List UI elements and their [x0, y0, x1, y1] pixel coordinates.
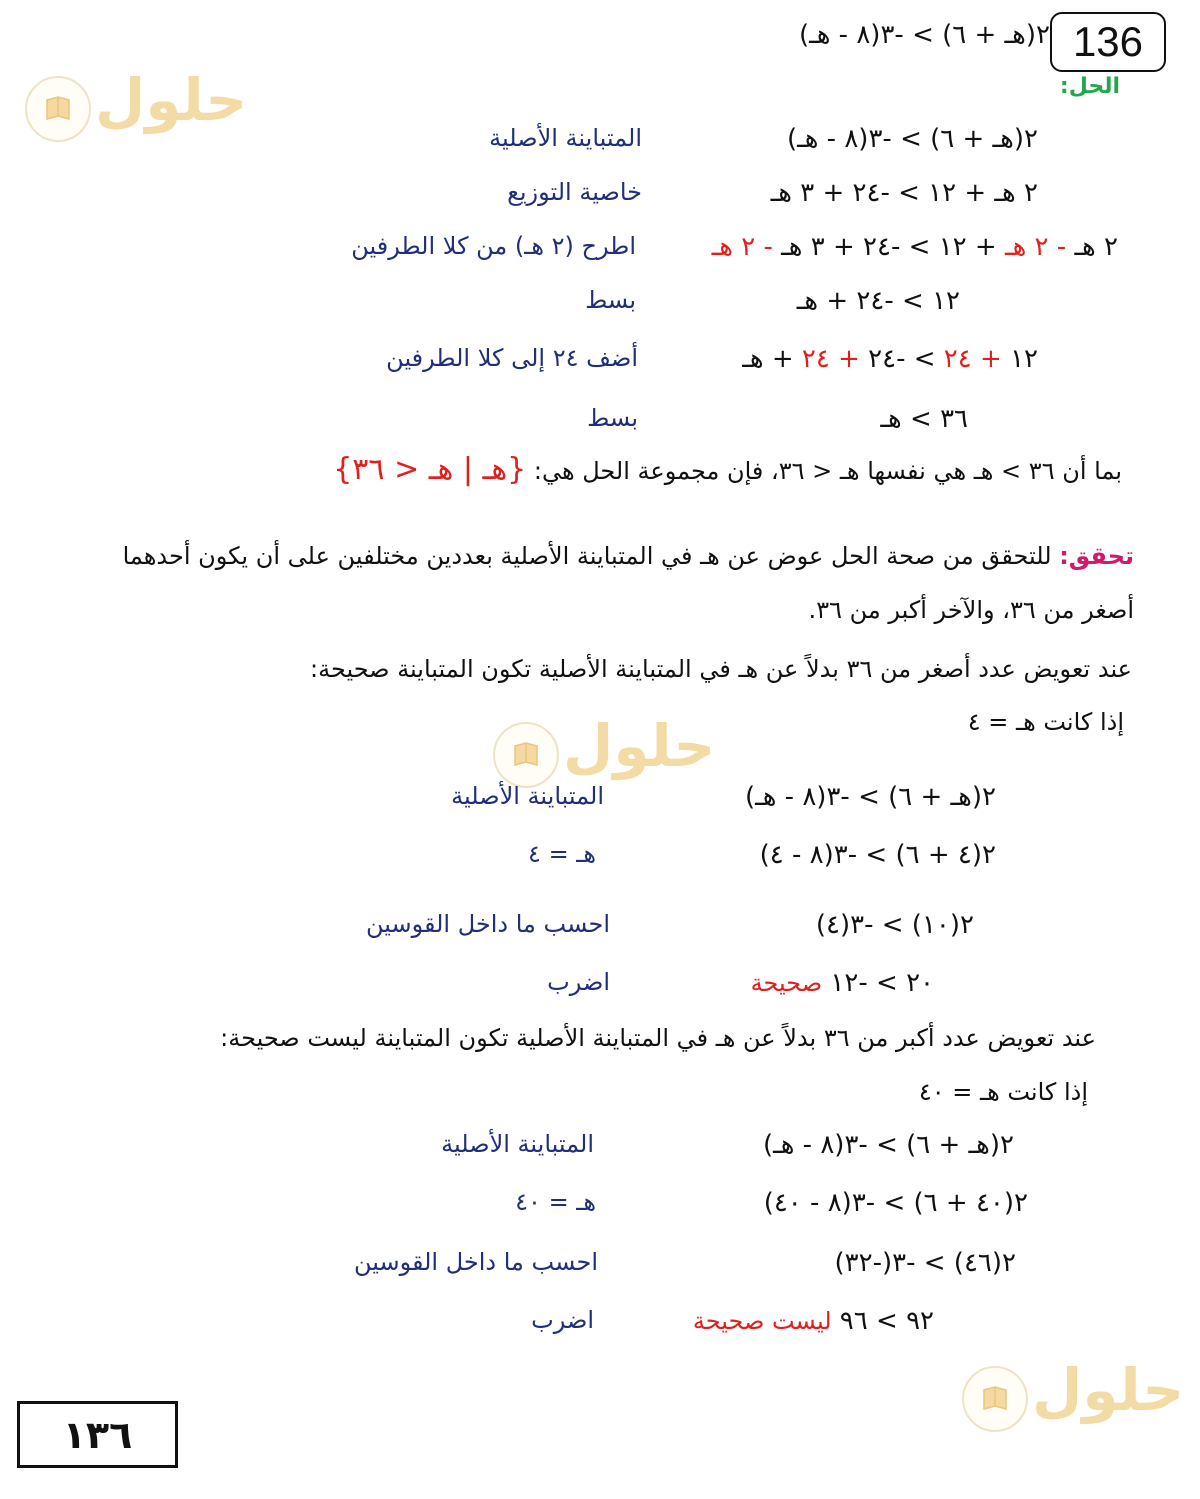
larger-step-equation: ٢(٤٠ + ٦) > -٣(٨ - ٤٠)	[763, 1188, 1028, 1218]
problem-equation: ٢(هـ + ٦) > -٣(٨ - هـ)	[798, 20, 1050, 50]
conclusion-line	[333, 452, 1122, 487]
step-equation-add	[742, 344, 1038, 374]
result-false: ليست صحيحة	[692, 1307, 832, 1335]
larger-step-equation: ٢(هـ + ٦) > -٣(٨ - هـ)	[762, 1130, 1014, 1160]
watermark-word: حلول	[563, 712, 716, 780]
step-note: أضف ٢٤ إلى كلا الطرفين	[386, 344, 638, 372]
term: > -٢٤	[868, 344, 936, 374]
larger-step-note: المتباينة الأصلية	[441, 1130, 594, 1158]
check-line-2: أصغر من ٣٦، والآخر أكبر من ٣٦.	[808, 596, 1134, 624]
added-term: + ٢٤	[943, 344, 1002, 374]
smaller-step-note: احسب ما داخل القوسين	[365, 910, 610, 938]
problem-number-box: 136	[1050, 12, 1166, 72]
smaller-step-equation: ٢(هـ + ٦) > -٣(٨ - هـ)	[744, 782, 996, 812]
larger-intro: عند تعويض عدد أكبر من ٣٦ بدلاً عن هـ في المتباينة الأصلية تكون المتباينة ليست صحيحة:	[220, 1024, 1096, 1052]
subtracted-term: - ٢ هـ	[711, 232, 773, 262]
step-note: خاصية التوزيع	[507, 178, 642, 206]
smaller-step-equation: ٢(١٠) > -٣(٤)	[815, 910, 974, 940]
check-text: للتحقق من صحة الحل عوض عن هـ في المتباينة الأصلية بعددين مختلفين على أن يكون أحدهما	[122, 542, 1052, 570]
check-label: تحقق:	[1059, 542, 1134, 570]
book-icon	[962, 1366, 1028, 1432]
step-note: اطرح (٢ هـ) من كلا الطرفين	[351, 232, 636, 260]
step-note: المتباينة الأصلية	[489, 124, 642, 152]
step-equation-subtract	[712, 232, 1118, 262]
step-note: بسط	[587, 404, 638, 432]
smaller-step-note: هـ = ٤	[528, 840, 596, 868]
step-equation: ٢(هـ + ٦) > -٣(٨ - هـ)	[786, 124, 1038, 154]
book-icon	[25, 76, 91, 142]
book-icon	[493, 722, 559, 788]
step-note: بسط	[585, 286, 636, 314]
larger-step-equation: ٢(٤٦) > -٣(-٣٢)	[834, 1248, 1016, 1278]
smaller-if: إذا كانت هـ = ٤	[967, 708, 1124, 736]
result-true: صحيحة	[750, 969, 823, 997]
watermark-logo-top	[25, 66, 248, 142]
smaller-step-equation: ٢(٤ + ٦) > -٣(٨ - ٤)	[759, 840, 996, 870]
term: + هـ	[742, 344, 794, 374]
larger-step-equation: ٩٢ > ٩٦	[839, 1306, 934, 1336]
larger-step-note: احسب ما داخل القوسين	[353, 1248, 598, 1276]
page-number-box: ١٣٦	[17, 1401, 178, 1468]
smaller-step-note: المتباينة الأصلية	[451, 782, 604, 810]
solution-label: الحل:	[1059, 74, 1120, 99]
step-equation: ٢ هـ + ١٢ > -٢٤ + ٣ هـ	[770, 178, 1038, 208]
watermark-word: حلول	[1032, 1356, 1185, 1424]
larger-step-result-line	[693, 1306, 934, 1336]
smaller-step-equation: ٢٠ > -١٢	[830, 968, 934, 998]
conclusion-text: بما أن ٣٦ > هـ هي نفسها هـ < ٣٦، فإن مجموعة الحل هي:	[533, 457, 1122, 485]
solution-set: {هـ | هـ < ٣٦}	[333, 452, 527, 487]
smaller-step-result-line	[751, 968, 934, 998]
larger-step-note: هـ = ٤٠	[515, 1188, 596, 1216]
watermark-logo-bottom	[962, 1356, 1185, 1432]
term: ١٢	[1010, 344, 1038, 374]
check-line-1	[123, 542, 1134, 570]
larger-step-note: اضرب	[531, 1306, 594, 1334]
watermark-logo-middle	[493, 712, 716, 788]
watermark-word: حلول	[95, 66, 248, 134]
smaller-step-note: اضرب	[547, 968, 610, 996]
added-term: + ٢٤	[801, 344, 860, 374]
step-equation: ١٢ > -٢٤ + هـ	[796, 286, 960, 316]
step-equation: ٣٦ > هـ	[880, 404, 968, 434]
term: ٢ هـ	[1074, 232, 1118, 262]
smaller-intro: عند تعويض عدد أصغر من ٣٦ بدلاً عن هـ في المتباينة الأصلية تكون المتباينة صحيحة:	[310, 655, 1132, 683]
subtracted-term: - ٢ هـ	[1004, 232, 1067, 262]
larger-if: إذا كانت هـ = ٤٠	[918, 1078, 1088, 1106]
term: + ١٢ > -٢٤ + ٣ هـ	[781, 232, 997, 262]
